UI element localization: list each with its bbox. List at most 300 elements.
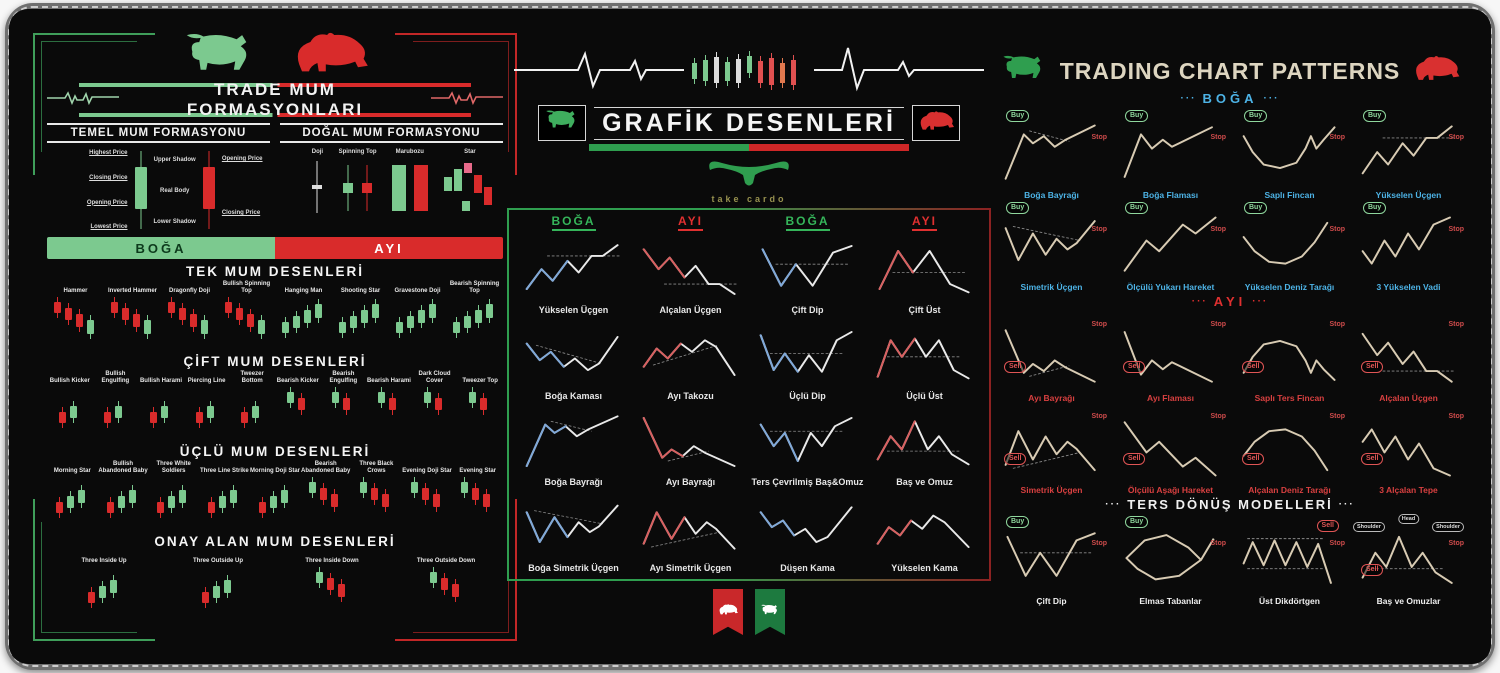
anatomy-label: Closing Price [89,174,128,181]
bull-icon [998,54,1050,88]
anatomy-label: Highest Price [89,150,128,156]
bull-icon-box [538,105,586,141]
chart-pattern-cell [515,491,632,573]
heartbeat-ekg-graphic [507,37,991,103]
stop-label: Stop [1329,413,1345,421]
bear-icon-box [912,105,960,141]
pattern-label: Bearish Abandoned Baby [301,461,351,475]
buy-badge: Buy [1363,110,1386,122]
decorative-dots: ··· [1191,296,1208,308]
pattern-label: Shooting Star [340,288,381,295]
bull-icon [542,109,582,136]
pattern-label: Bearish Spinning Top [449,281,500,295]
decorative-dots: ··· [1105,499,1122,511]
line-sketch [1359,528,1459,596]
natural-candle-item [307,149,327,222]
buy-badge: Buy [1244,202,1267,214]
pattern-item [104,281,161,349]
candle-sketch [53,476,92,529]
chart-pattern-cell [1351,311,1466,403]
bull-bear-silhouettes [47,43,503,83]
pattern-label: Three Outside Down [416,558,476,565]
head-tag: Head [1398,514,1419,524]
line-sketch [1002,122,1102,190]
candle-pattern-section [47,264,503,349]
line-sketch [757,499,859,562]
sell-badge: Sell [1317,520,1339,532]
candle-sketch [147,386,175,439]
line-sketch [1359,417,1459,485]
pattern-label: Saplı Fincan [1264,190,1315,201]
line-sketch [1121,325,1221,393]
anatomy-label: Real Body [160,188,190,194]
pattern-label: Inverted Hammer [107,288,158,295]
pattern-label: Bearish Engulfing [329,371,358,385]
anatomy-labels-right [222,149,263,233]
chart-pattern-cell [1113,403,1228,495]
pattern-label: Three Line Strike [200,468,249,475]
bottom-ribbons [507,589,991,635]
stop-label: Stop [1091,226,1107,234]
shoulder-tag: Shoulder [1432,522,1464,532]
pattern-row [994,403,1466,495]
candle-sketch [442,157,498,222]
stop-label: Stop [1448,540,1464,548]
pattern-item [93,371,139,439]
pattern-label: Yükselen Üçgen [1375,190,1442,201]
pattern-item [300,461,351,529]
stop-label: Stop [1210,226,1226,234]
green-candle-diagram [132,149,150,233]
section-title: ÜÇLÜ MUM DESENLERİ [179,444,371,459]
stop-label: Stop [1210,134,1226,142]
bull-ribbon [755,589,785,635]
section-header-label: BOĞA [1202,91,1258,107]
candle-sketch [256,476,295,529]
line-sketch [640,499,742,562]
chart-pattern-cell [866,491,983,573]
chart-pattern-cell [1351,514,1466,606]
candle-sketch [165,296,215,349]
section-title: TEK MUM DESENLERİ [185,264,364,279]
left-panel-sections [47,264,503,619]
stop-label: Stop [1448,226,1464,234]
pattern-label: Yükselen Deniz Tarağı [1244,282,1335,293]
line-sketch [874,241,976,304]
table-column-header: BOĞA [552,214,596,231]
buy-badge: Buy [1006,516,1029,528]
chart-pattern-cell [749,233,866,315]
section-header [994,91,1466,106]
pattern-row [994,514,1466,606]
candle-sketch [427,566,466,619]
line-sketch [757,241,859,304]
pattern-label: Simetrik Üçgen [1020,282,1083,293]
sell-badge: Sell [1123,361,1145,373]
anatomy-label: Upper Shadow [153,157,196,163]
pattern-item [47,461,98,529]
candle-sketch [393,296,443,349]
pattern-label: Üçlü Üst [906,391,943,401]
line-sketch [1240,528,1340,596]
chart-pattern-cell [749,491,866,573]
stop-label: Stop [1329,134,1345,142]
line-sketch [1002,325,1102,393]
stop-label: Stop [1329,540,1345,548]
pattern-item [332,281,389,349]
bear-icon [288,28,372,83]
candle-sketch [222,296,272,349]
pattern-label: Three Inside Up [81,558,127,565]
stop-label: Stop [1329,226,1345,234]
pattern-item [389,281,446,349]
candle-pattern-section [47,354,503,439]
decorative-dots: ··· [1338,499,1355,511]
pattern-row [47,281,503,349]
chart-pattern-cell [1113,108,1228,200]
chart-pattern-cell [1232,200,1347,292]
left-panel-candle-formations [47,43,503,635]
pattern-label: Simetrik Üçgen [1020,485,1083,496]
candle-sketch [108,296,158,349]
pattern-label: Ayı Simetrik Üçgen [649,563,732,573]
section-header [994,497,1466,512]
bull-bar-label: BOĞA [47,237,275,259]
pattern-row [47,371,503,439]
candle-sketch [466,386,494,439]
stop-label: Stop [1329,321,1345,329]
line-sketch [640,413,742,476]
pattern-item [351,461,402,529]
stop-label: Stop [1091,413,1107,421]
bear-icon [1410,53,1462,89]
candle-sketch [238,386,266,439]
pattern-item [321,371,367,439]
section-header [994,294,1466,309]
candle-sketch [85,566,124,619]
pattern-label: Ayı Bayrağı [1028,393,1075,404]
pattern-item [184,371,230,439]
line-sketch [640,327,742,390]
chart-pattern-cell [1351,200,1466,292]
patterns-table [507,208,991,581]
line-sketch [1359,214,1459,282]
line-sketch [1359,122,1459,190]
patterns-table-grid [515,233,983,573]
sell-badge: Sell [1242,453,1264,465]
pattern-label: Bullish Engulfing [101,371,130,385]
pattern-label: Alçalan Üçgen [1379,393,1438,404]
stop-label: Stop [1448,134,1464,142]
candle-pattern-section [47,534,503,619]
line-sketch [1002,528,1102,596]
pattern-item [138,371,184,439]
pattern-item [161,551,275,619]
pattern-label: Three Inside Down [305,558,359,565]
pattern-item [148,461,199,529]
column-header-natural: DOĞAL MUM FORMASYONU [280,123,503,143]
pattern-label: Baş ve Omuz [896,477,953,487]
pattern-label: Boğa Simetrik Üçgen [528,563,619,573]
line-sketch [757,327,859,390]
pattern-label: Bearish Harami [366,378,411,385]
pattern-label: Three Black Crows [359,461,394,475]
pattern-label: Piercing Line [187,378,226,385]
pattern-row [47,461,503,529]
middle-panel-title: GRAFİK DESENLERİ [594,107,904,140]
chart-pattern-cell [749,405,866,487]
candle-sketch [388,157,432,222]
pattern-label: Çift Dip [1036,596,1067,607]
stop-label: Stop [1448,321,1464,329]
buy-badge: Buy [1363,202,1386,214]
sell-badge: Sell [1004,453,1026,465]
pattern-item [47,281,104,349]
line-sketch [523,327,625,390]
chart-pattern-cell [515,405,632,487]
decorative-dots: ··· [1180,93,1197,105]
bull-icon [178,31,262,83]
pattern-label: Çift Dip [791,305,824,315]
candle-sketch [193,386,221,439]
left-panel-header [47,43,503,117]
stop-label: Stop [1091,540,1107,548]
pattern-label: Evening Doji Star [402,468,452,475]
bear-icon [916,109,956,138]
pattern-label: Tweezer Bottom [240,371,264,385]
natural-candle-label: Star [464,149,476,155]
candle-sketch [284,386,312,439]
chart-pattern-cell [1113,514,1228,606]
natural-candle-item [442,149,498,222]
sell-badge: Sell [1361,453,1383,465]
chart-pattern-cell [866,233,983,315]
stop-label: Stop [1210,321,1226,329]
pattern-label: Hanging Man [284,288,323,295]
pattern-row [47,551,503,619]
pattern-item [47,551,161,619]
line-sketch [1240,417,1340,485]
line-sketch [874,413,976,476]
pattern-label: Düşen Kama [780,563,835,573]
pattern-item [47,371,93,439]
pattern-label: Boğa Bayrağı [1024,190,1079,201]
pattern-item [275,371,321,439]
chart-pattern-cell [994,403,1109,495]
green-red-underline [589,144,908,151]
pattern-row [994,311,1466,403]
pattern-label: Ayı Takozu [667,391,714,401]
candle-sketch [450,296,500,349]
right-panel-trading-chart-patterns [994,53,1466,633]
chart-pattern-cell [1113,311,1228,403]
ekg-squiggle-icon [47,90,119,111]
section-title: ONAY ALAN MUM DESENLERİ [154,534,396,549]
chart-pattern-cell [1351,403,1466,495]
pattern-item [275,281,332,349]
pattern-item [98,461,149,529]
candle-sketch [375,386,403,439]
pattern-label: Tweezer Top [462,378,498,385]
line-sketch [523,499,625,562]
pattern-item [199,461,250,529]
pattern-label: Boğa Kaması [544,391,603,401]
line-sketch [874,499,976,562]
buy-badge: Buy [1006,202,1029,214]
anatomy-labels-middle [154,149,196,233]
pattern-label: Bearish Kicker [276,378,319,385]
candle-sketch [408,476,447,529]
chart-pattern-cell [866,319,983,401]
pattern-label: Morning Star [53,468,91,475]
natural-candle-label: Spinning Top [338,149,377,155]
natural-candle-types [302,149,503,233]
anatomy-label: Closing Price [221,210,261,217]
candle-sketch [279,296,329,349]
pattern-item [250,461,301,529]
buy-badge: Buy [1244,110,1267,122]
buy-badge: Buy [1125,110,1148,122]
natural-candle-label: Marubozu [395,149,424,155]
sell-badge: Sell [1123,453,1145,465]
shoulder-tag: Shoulder [1353,522,1385,532]
stop-label: Stop [1091,134,1107,142]
line-sketch [1240,214,1340,282]
pattern-label: Üçlü Dip [789,391,826,401]
pattern-label: Bullish Kicker [49,378,90,385]
stop-label: Stop [1210,413,1226,421]
pattern-label: Hammer [63,288,88,295]
table-column-header: AYI [678,214,703,231]
candle-sketch [336,296,386,349]
pattern-label: Three White Soldiers [156,461,191,475]
pattern-label: Ayı Flaması [1147,393,1194,404]
decorative-dots: ··· [1263,93,1280,105]
pattern-row [994,108,1466,200]
candle-sketch [199,566,238,619]
stop-label: Stop [1210,540,1226,548]
pattern-label: Boğa Flaması [1142,190,1199,201]
candle-sketch [458,476,497,529]
natural-candle-item [338,149,378,222]
pattern-item [161,281,218,349]
pattern-item [275,551,389,619]
candle-sketch [154,476,193,529]
line-sketch [1359,325,1459,393]
pattern-label: Evening Star [459,468,497,475]
line-sketch [1121,528,1221,596]
line-sketch [874,327,976,390]
chart-pattern-cell [994,200,1109,292]
pattern-item [412,371,458,439]
line-sketch [1002,214,1102,282]
section-title: ÇİFT MUM DESENLERİ [183,354,367,369]
bear-ribbon [713,589,743,635]
pattern-label: Yükselen Kama [891,563,958,573]
line-sketch [640,241,742,304]
mousepad-surface [9,9,1491,664]
line-sketch [523,413,625,476]
line-sketch [757,413,859,476]
line-sketch [1240,325,1340,393]
chart-pattern-cell [632,405,749,487]
candle-sketch [56,386,84,439]
candle-sketch [313,566,352,619]
line-sketch [1240,122,1340,190]
pattern-label: Alçalan Üçgen [659,305,722,315]
pattern-label: Elmas Tabanlar [1139,596,1202,607]
chart-pattern-cell [632,319,749,401]
pattern-label: Bullish Abandoned Baby [98,461,148,475]
stop-label: Stop [1448,413,1464,421]
pattern-label: Three Outside Up [192,558,243,565]
pattern-label: Ölçülü Aşağı Hareket [1127,485,1214,496]
middle-panel-chart-patterns [507,37,991,649]
pattern-label: Ayı Bayrağı [665,477,716,487]
pattern-label: Dragonfly Doji [168,288,210,295]
anatomy-label: Lower Shadow [153,219,196,225]
pattern-label: Ölçülü Yukarı Hareket [1126,282,1215,293]
candle-sketch [357,476,396,529]
chart-pattern-cell [749,319,866,401]
red-candle-diagram [200,149,218,233]
pattern-label: Alçalan Deniz Tarağı [1248,485,1331,496]
sell-badge: Sell [1361,564,1383,576]
sell-badge: Sell [1004,361,1026,373]
bull-bear-bar [47,237,503,259]
chart-pattern-cell [515,319,632,401]
pattern-item [452,461,503,529]
chart-pattern-cell [1232,108,1347,200]
sell-badge: Sell [1361,361,1383,373]
column-header-basic: TEMEL MUM FORMASYONU [47,123,270,143]
pattern-item [229,371,275,439]
longhorn-bull-logo [706,154,792,193]
candle-pattern-section [47,444,503,529]
natural-candle-item [388,149,432,222]
bear-icon [717,603,739,621]
pattern-label: Morning Doji Star [250,468,301,475]
section-header-label: AYI [1213,294,1247,310]
pattern-item [389,551,503,619]
pattern-label: Baş ve Omuzlar [1376,596,1441,607]
chart-pattern-cell [1232,311,1347,403]
buy-badge: Buy [1125,516,1148,528]
ekg-squiggle-icon [431,90,503,111]
brand-name: take cardo [711,194,787,204]
chart-pattern-cell [1232,514,1347,606]
chart-pattern-cell [994,108,1109,200]
candle-sketch [307,157,327,222]
anatomy-label: Opening Price [221,156,263,162]
decorative-dots: ··· [1252,296,1269,308]
table-column-header: BOĞA [786,214,830,231]
candle-anatomy [47,149,503,233]
table-column-header: AYI [912,214,937,231]
anatomy-labels-left [87,149,128,233]
pattern-item [402,461,453,529]
sell-badge: Sell [1242,361,1264,373]
chart-pattern-cell [1232,403,1347,495]
chart-pattern-cell [632,233,749,315]
pattern-label: 3 Alçalan Tepe [1379,485,1438,496]
candle-sketch [329,386,357,439]
stop-label: Stop [1091,321,1107,329]
section-header-label: TERS DÖNÜŞ MODELLERİ [1127,497,1333,513]
pattern-row [994,200,1466,292]
chart-pattern-cell [515,233,632,315]
chart-pattern-cell [1351,108,1466,200]
